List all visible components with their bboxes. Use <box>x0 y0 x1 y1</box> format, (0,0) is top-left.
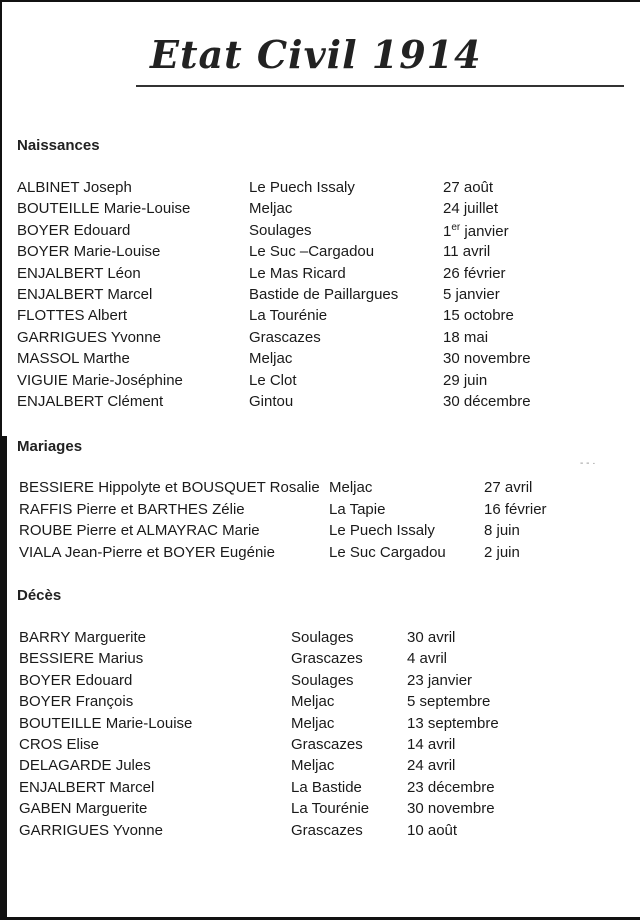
record-date: 2 juin <box>484 543 520 561</box>
page-border-top <box>0 0 640 2</box>
record-row <box>0 179 640 200</box>
record-date: 30 novembre <box>407 800 495 818</box>
record-place: Grascazes <box>291 650 363 668</box>
record-name: BOYER François <box>19 693 134 711</box>
record-name: VIALA Jean-Pierre et BOYER Eugénie <box>19 543 275 561</box>
record-date: 18 mai <box>443 328 489 346</box>
record-name: DELAGARDE Jules <box>19 757 151 775</box>
record-place: La Bastide <box>291 778 362 796</box>
record-name: BOYER Marie-Louise <box>17 243 161 261</box>
record-date: 23 décembre <box>407 778 495 796</box>
record-date: 26 février <box>443 264 506 282</box>
record-date: 29 juin <box>443 371 488 389</box>
record-date: 8 juin <box>484 522 520 539</box>
record-name: GABEN Marguerite <box>19 800 148 818</box>
record-row <box>0 286 640 307</box>
record-row <box>0 757 640 778</box>
record-place: Le Clot <box>249 371 297 389</box>
record-name: RAFFIS Pierre et BARTHES Zélie <box>19 500 245 518</box>
record-row <box>0 479 640 500</box>
record-date: 24 juillet <box>443 200 499 218</box>
record-name: BOUTEILLE Marie-Louise <box>17 200 191 218</box>
section-heading-mariages: Mariages <box>17 438 83 455</box>
record-date: 14 avril <box>407 736 456 753</box>
record-row <box>0 672 640 693</box>
record-date: 13 septembre <box>407 714 499 732</box>
record-name: BARRY Marguerite <box>19 629 147 646</box>
record-name: ENJALBERT Léon <box>17 264 141 282</box>
record-place: Grascazes <box>249 328 321 346</box>
record-date: 23 janvier <box>407 671 473 689</box>
record-place: Soulages <box>291 629 354 646</box>
record-place: Grascazes <box>291 736 363 753</box>
record-row <box>0 222 640 243</box>
record-name: MASSOL Marthe <box>17 350 130 368</box>
record-name: ALBINET Joseph <box>17 179 132 196</box>
record-place: Gintou <box>249 393 294 410</box>
record-name: BESSIERE Hippolyte et BOUSQUET Rosalie <box>19 479 320 496</box>
record-row <box>0 693 640 714</box>
record-name: VIGUIE Marie-Joséphine <box>17 371 183 389</box>
record-place: Meljac <box>291 693 335 711</box>
record-row <box>0 522 640 543</box>
record-date: 24 avril <box>407 757 456 775</box>
record-date: 16 février <box>484 500 547 518</box>
record-place: Soulages <box>291 671 354 689</box>
record-place: Le Puech Issaly <box>249 179 355 196</box>
record-name: GARRIGUES Yvonne <box>19 821 163 839</box>
record-row <box>0 372 640 393</box>
title-underline <box>136 85 624 87</box>
scan-mark: - - · <box>580 458 596 469</box>
record-row <box>0 629 640 650</box>
record-row <box>0 800 640 821</box>
section-heading-deces: Décès <box>17 587 62 604</box>
record-row <box>0 243 640 264</box>
record-date: 27 août <box>443 179 494 196</box>
record-name: BOYER Edouard <box>17 221 131 239</box>
record-row <box>0 200 640 221</box>
record-place: Soulages <box>249 221 312 239</box>
record-row <box>0 350 640 371</box>
record-place: La Tourénie <box>249 307 328 325</box>
record-place: La Tourénie <box>291 800 370 818</box>
record-place: Le Puech Issaly <box>329 522 435 539</box>
record-row <box>0 715 640 736</box>
record-date: 15 octobre <box>443 307 514 325</box>
record-date: 5 janvier <box>443 286 500 303</box>
record-name: ROUBE Pierre et ALMAYRAC Marie <box>19 522 260 539</box>
record-row <box>0 650 640 671</box>
record-name: FLOTTES Albert <box>17 307 128 325</box>
record-place: Bastide de Paillargues <box>249 286 399 303</box>
record-name: ENJALBERT Marcel <box>19 778 155 796</box>
record-row <box>0 736 640 757</box>
record-row <box>0 822 640 843</box>
record-date: 1er janvier <box>443 221 509 240</box>
record-row <box>0 501 640 522</box>
record-row <box>0 265 640 286</box>
record-place: Le Suc Cargadou <box>329 543 446 561</box>
record-date: 5 septembre <box>407 693 491 711</box>
page-title: Etat Civil 1914 <box>150 32 482 77</box>
record-place: La Tapie <box>329 500 386 518</box>
record-date: 11 avril <box>443 243 491 261</box>
record-name: BOUTEILLE Marie-Louise <box>19 714 193 732</box>
record-name: BESSIERE Marius <box>19 650 144 668</box>
record-place: Meljac <box>291 757 335 775</box>
record-row <box>0 544 640 565</box>
record-date: 10 août <box>407 821 458 839</box>
record-row <box>0 779 640 800</box>
record-date: 27 avril <box>484 479 533 496</box>
record-place: Meljac <box>249 200 293 218</box>
record-place: Meljac <box>329 479 373 496</box>
record-name: ENJALBERT Marcel <box>17 286 153 303</box>
record-date: 30 novembre <box>443 350 531 368</box>
record-row <box>0 307 640 328</box>
record-place: Grascazes <box>291 821 363 839</box>
record-date: 4 avril <box>407 650 448 668</box>
record-name: CROS Elise <box>19 736 100 753</box>
record-date: 30 décembre <box>443 393 531 410</box>
record-name: ENJALBERT Clément <box>17 393 164 410</box>
record-row <box>0 329 640 350</box>
record-name: GARRIGUES Yvonne <box>17 328 161 346</box>
section-heading-naissances: Naissances <box>17 137 100 154</box>
record-place: Le Suc –Cargadou <box>249 243 375 261</box>
record-place: Le Mas Ricard <box>249 264 346 282</box>
record-place: Meljac <box>249 350 293 368</box>
record-date: 30 avril <box>407 629 456 646</box>
record-row <box>0 393 640 414</box>
record-place: Meljac <box>291 714 335 732</box>
record-name: BOYER Edouard <box>19 671 133 689</box>
